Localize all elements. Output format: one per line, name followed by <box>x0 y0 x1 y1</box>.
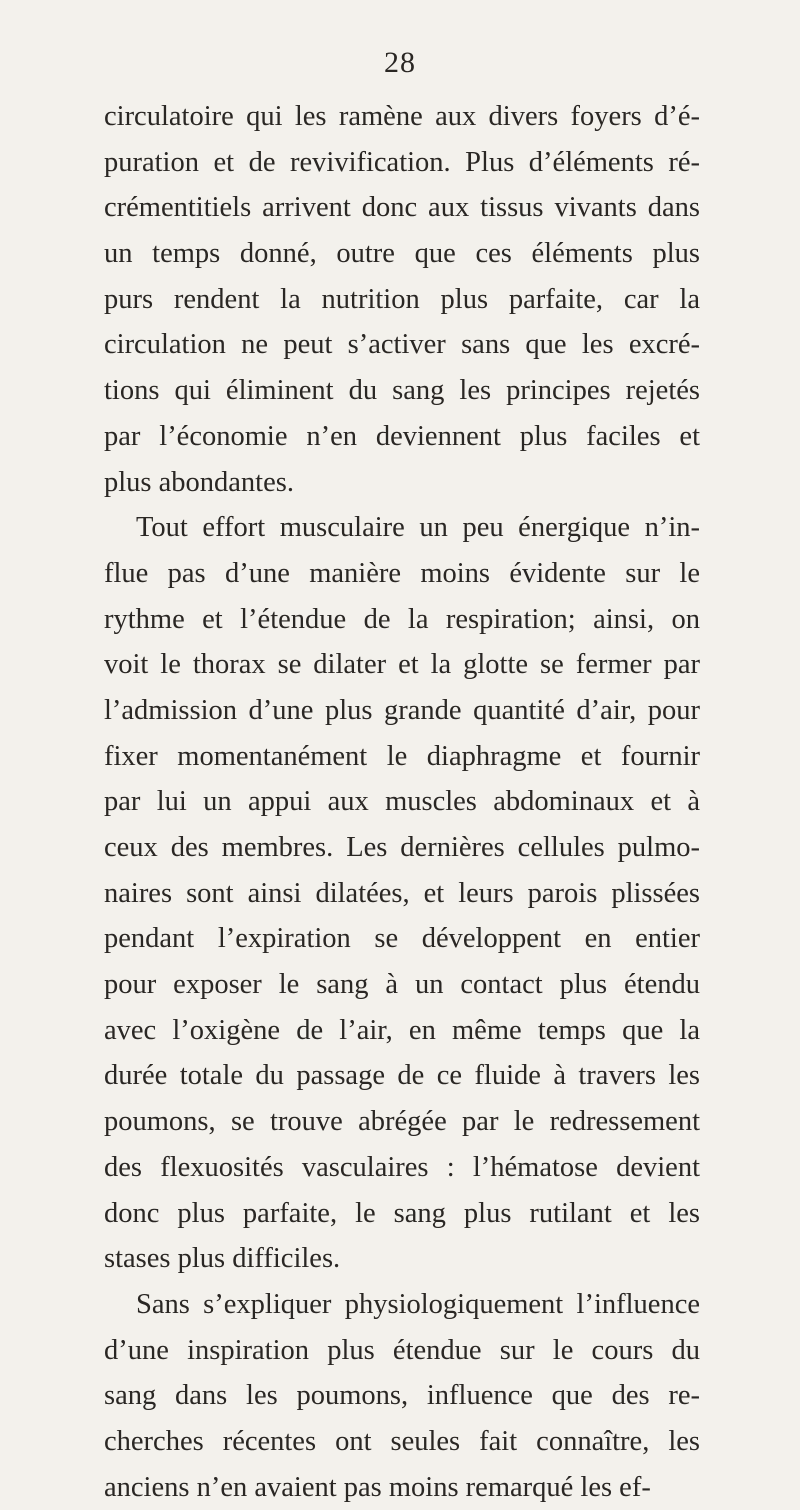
text-line: puration et de revivification. Plus d’éléments ré- <box>104 146 700 178</box>
text-line: fixer momentanément le diaphragme et fournir <box>104 740 700 772</box>
text-line: un temps donné, outre que ces éléments plus <box>104 238 700 270</box>
text-line: cherches récentes ont seules fait connaître, les <box>104 1425 700 1457</box>
text-line: par l’économie n’en deviennent plus faciles et <box>104 420 700 452</box>
text-line: poumons, se trouve abrégée par le redressement <box>104 1106 700 1138</box>
text-line: anciens n’en avaient pas moins remarqué les ef- <box>104 1471 651 1503</box>
body-text <box>104 94 700 1510</box>
text-line: purs rendent la nutrition plus parfaite, car la <box>104 283 700 315</box>
text-line: donc plus parfaite, le sang plus rutilant et les <box>104 1197 700 1229</box>
text-line: plus abondantes. <box>104 466 294 498</box>
text-line: circulation ne peut s’activer sans que les excré- <box>104 329 700 361</box>
paragraph <box>104 1282 700 1510</box>
text-line: crémentitiels arrivent donc aux tissus vivants dans <box>104 192 700 224</box>
text-line: sang dans les poumons, influence que des re- <box>104 1380 700 1412</box>
text-line: tions qui éliminent du sang les principes rejetés <box>104 375 700 407</box>
text-line: stases plus difficiles. <box>104 1243 341 1275</box>
paragraph <box>104 505 700 1282</box>
text-line: naires sont ainsi dilatées, et leurs parois plissées <box>104 877 700 909</box>
text-line: Tout effort musculaire un peu énergique n’in- <box>136 512 700 544</box>
text-line: pour exposer le sang à un contact plus étendu <box>104 969 700 1001</box>
text-line: d’une inspiration plus étendue sur le cours du <box>104 1334 700 1366</box>
text-line: par lui un appui aux muscles abdominaux et à <box>104 786 700 818</box>
text-line: voit le thorax se dilater et la glotte se fermer par <box>104 649 700 681</box>
text-line: ceux des membres. Les dernières cellules pulmo- <box>104 832 700 863</box>
text-line: pendant l’expiration se développent en entier <box>104 923 700 955</box>
text-line: rythme et l’étendue de la respiration; ainsi, on <box>104 603 700 635</box>
text-line: Sans s’expliquer physiologiquement l’influence <box>136 1288 700 1320</box>
text-line: avec l’oxigène de l’air, en même temps que la <box>104 1014 700 1046</box>
text-line: flue pas d’une manière moins évidente sur le <box>104 557 700 589</box>
paragraph <box>104 94 700 505</box>
text-line: l’admission d’une plus grande quantité d’air, pour <box>104 694 700 726</box>
text-line: des flexuosités vasculaires : l’hématose devient <box>104 1151 700 1183</box>
text-line: durée totale du passage de ce fluide à travers les <box>104 1060 700 1092</box>
text-line: circulatoire qui les ramène aux divers foyers d’é- <box>104 101 700 132</box>
page-number: 28 <box>384 46 416 79</box>
